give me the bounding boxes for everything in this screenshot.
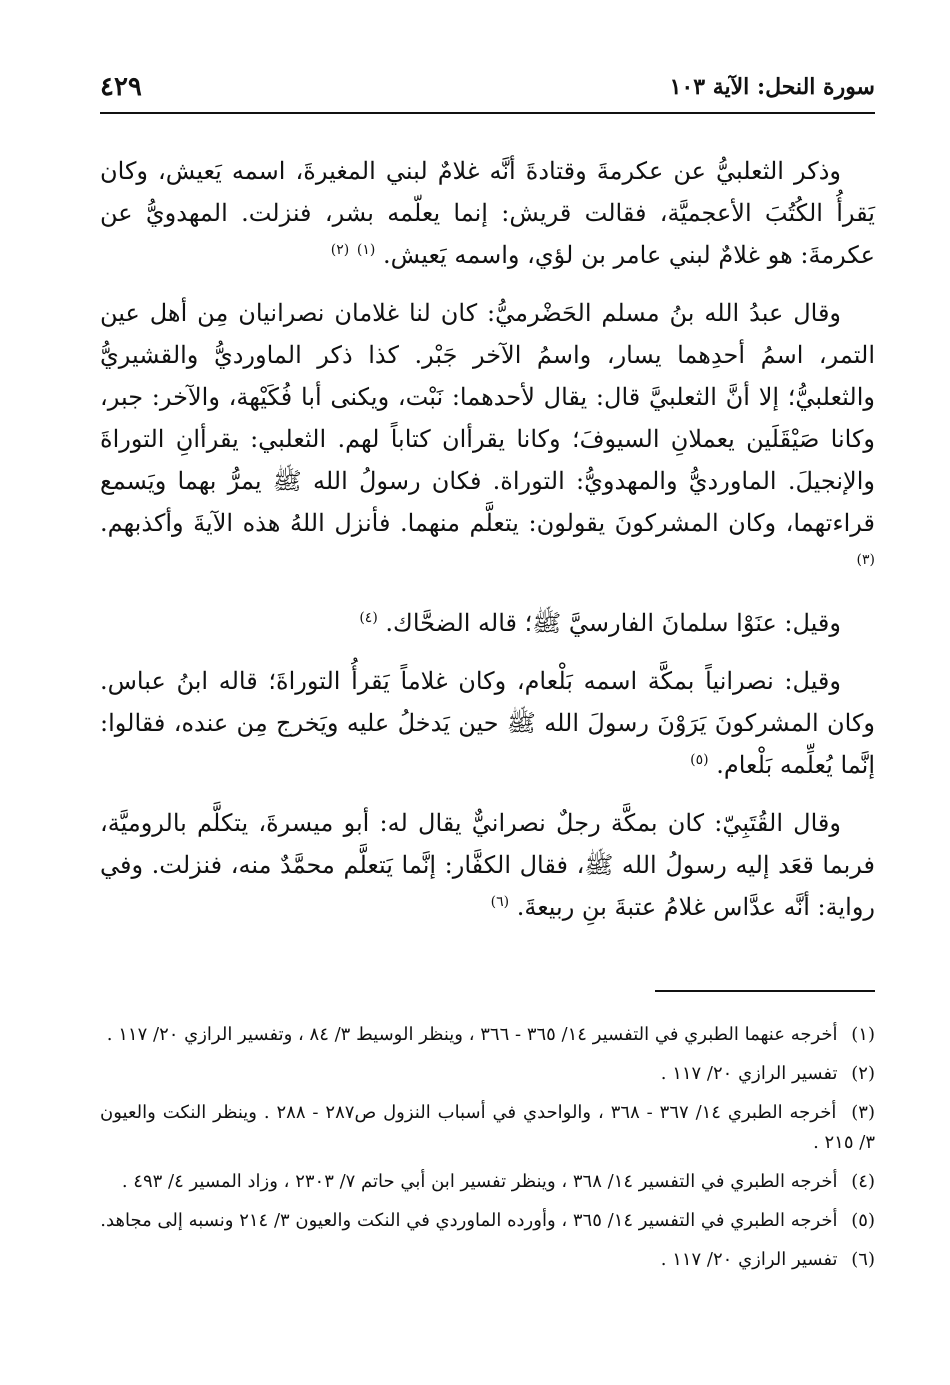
footnote-marker[interactable]: (٣) xyxy=(856,552,875,568)
footnote-number: (٢) xyxy=(851,1063,875,1084)
footnote xyxy=(100,1098,875,1158)
page-number: ٤٢٩ xyxy=(100,72,142,102)
footnote-marker[interactable]: (٤) xyxy=(359,610,378,626)
footnote-text: تفسير الرازي ٢٠/ ١١٧ . xyxy=(660,1249,838,1270)
footnote-divider xyxy=(655,990,875,992)
running-header xyxy=(100,70,875,110)
paragraph-text: وقيل: نصرانياً بمكَّة اسمه بَلْعام، وكان غلاماً يَقرأُ التوراةَ؛ قاله ابنُ عباس. وكان المشركونَ يَرَوْنَ رسولَ الله ﷺ حين يَدخلُ عليه ويَخرج مِن عنده، فقالوا: إنَّما يُعلِّمه بَلْعام. xyxy=(100,667,875,779)
main-text xyxy=(100,150,875,944)
paragraph xyxy=(100,802,875,928)
footnote-text: أخرجه الطبري في التفسير ١٤/ ٣٦٥ ، وأورده الماوردي في النكت والعيون ٣/ ٢١٤ ونسبه إلى مجاهد. xyxy=(100,1210,838,1231)
paragraph xyxy=(100,292,875,586)
footnote-text: أخرجه الطبري في التفسير ١٤/ ٣٦٨ ، وينظر تفسير ابن أبي حاتم ٧/ ٢٣٠٣ ، وزاد المسير ٤/ ٤٩٣ . xyxy=(121,1171,838,1192)
footnote-number: (٥) xyxy=(851,1210,875,1231)
footnote xyxy=(100,1167,875,1197)
footnote-text: تفسير الرازي ٢٠/ ١١٧ . xyxy=(660,1063,838,1084)
paragraph xyxy=(100,150,875,276)
paragraph-text: وقال القُتَبِيّ: كان بمكَّة رجلٌ نصرانيٌّ يقال له: أبو ميسرةَ، يتكلَّم بالروميَّة، فربما قعَد إليه رسولُ الله ﷺ، فقال الكفَّار: إنَّما يَتعلَّم محمَّدٌ منه، فنزلت. وفي رواية: أنَّه عدَّاس غلامُ عتبةَ بنِ ربيعةَ. xyxy=(100,809,875,921)
footnote-number: (٤) xyxy=(851,1171,875,1192)
footnote-number: (٣) xyxy=(851,1102,875,1123)
paragraph-text: وقيل: عنَوْا سلمانَ الفارسيَّ ﷺ؛ قاله الضحَّاك. xyxy=(385,609,841,637)
paragraph-text: وذكر الثعلبيُّ عن عكرمةَ وقتادةَ أنَّه غلامٌ لبني المغيرةَ، اسمه يَعيش، وكان يَقرأُ الكُتُبَ الأعجميَّة، فقالت قريش: إنما يعلّمه بشر، فنزلت. المهدويُّ عن عكرمةَ: هو غلامٌ لبني عامر بن لؤي، واسمه يَعيش. xyxy=(100,157,875,269)
footnote xyxy=(100,1059,875,1089)
footnote-number: (٦) xyxy=(851,1249,875,1270)
footnote xyxy=(100,1020,875,1050)
paragraph xyxy=(100,602,875,644)
footnote-marker[interactable]: (٦) xyxy=(490,894,510,910)
footnote-marker[interactable]: (٢) xyxy=(330,242,350,258)
paragraph-text: وقال عبدُ الله بنُ مسلم الحَضْرميُّ: كان لنا غلامان نصرانيان مِن أهل عين التمر، اسمُ أحدِهما يسار، واسمُ الآخر جَبْر. كذا ذكر الماورديُّ والقشيريُّ والثعلبيُّ؛ إلا أنَّ الثعلبيَّ قال: يقال لأحدهما: نَبْت، ويكنى أبا فُكَيْهة، والآخر: جبر، وكانا صَيْقَلَين يعملانِ السيوفَ؛ وكانا يقرأان كتاباً لهم. الثعلبي: يقرأانِ التوراةَ والإنجيلَ. الماورديُّ والمهدويُّ: التوراة. فكان رسولُ الله ﷺ يمرُّ بهما ويَسمع قراءتهما، وكان المشركونَ يقولون: يتعلَّم منهما. فأنزل اللهُ هذه الآيةَ وأكذبهم. xyxy=(100,299,875,537)
footnote xyxy=(100,1245,875,1275)
footnote-number: (١) xyxy=(851,1024,875,1045)
footnote-marker[interactable]: (١) xyxy=(356,242,376,258)
footnote-text: أخرجه الطبري ١٤/ ٣٦٧ - ٣٦٨ ، والواحدي في أسباب النزول ص٢٨٧ - ٢٨٨ . وينظر النكت والعيون ٣/ ٢١٥ . xyxy=(100,1102,875,1153)
header-divider xyxy=(100,112,875,114)
paragraph xyxy=(100,660,875,786)
footnotes xyxy=(100,1020,875,1284)
footnote-text: أخرجه عنهما الطبري في التفسير ١٤/ ٣٦٥ - ٣٦٦ ، وينظر الوسيط ٣/ ٨٤ ، وتفسير الرازي ٢٠/ ١١٧ . xyxy=(106,1024,838,1045)
surah-title: سورة النحل: الآية ١٠٣ xyxy=(669,74,875,100)
footnote-marker[interactable]: (٥) xyxy=(690,752,709,768)
footnote xyxy=(100,1206,875,1236)
